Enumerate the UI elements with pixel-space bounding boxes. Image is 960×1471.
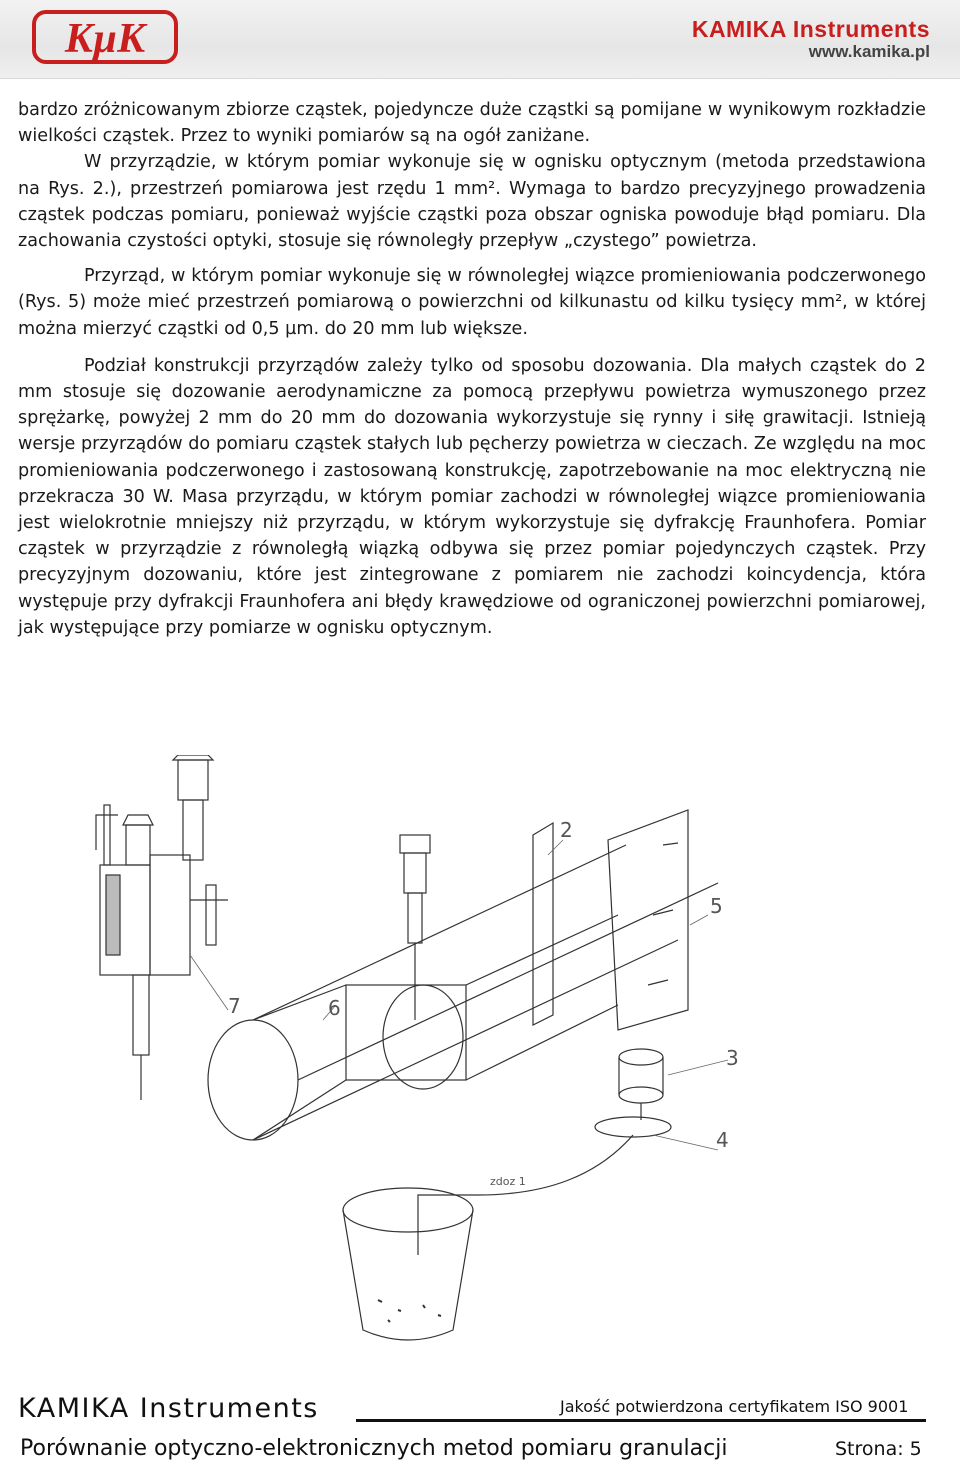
page-header [0, 0, 960, 79]
label-6: 6 [328, 996, 341, 1020]
label-zdoz: zdoz 1 [490, 1175, 526, 1188]
label-4: 4 [716, 1128, 729, 1152]
paragraph: W przyrządzie, w którym pomiar wykonuje się w ognisku optycznym (metoda przedstawiona na Rys. 2.), przestrzeń pomiarowa jest rzędu 1 mm². Wymaga to bardzo precyzyjnego prowadzenia cząstek podczas pomiaru, ponieważ wyjście cząstki poza obszar ogniska powoduje błąd pomiaru. Dla zachowania czystości optyki, stosuje się równoległy przepływ „czystego” powietrza. [18, 152, 926, 252]
brand-name: KAMIKA Instruments [691, 16, 930, 42]
kuk-logo [30, 6, 180, 68]
hose [418, 1135, 633, 1255]
brand-url: www.kamika.pl [808, 42, 930, 61]
paragraph: Przyrząd, w którym pomiar wykonuje się w równoległej wiązce promieniowania podczerwonego (Rys. 5) może mieć przestrzeń pomiarową o powierzchni od kilkunastu od kilku tysięcy mm², w której można mierzyć cząstki od 0,5 µm. do 20 mm lub większe. [18, 266, 926, 339]
footer-brand: KAMIKA Instruments [18, 1393, 319, 1424]
footer-certificate: Jakość potwierdzona certyfikatem ISO 9001 [560, 1397, 909, 1416]
label-7: 7 [228, 994, 241, 1018]
label-3: 3 [726, 1046, 739, 1070]
detector [595, 1049, 671, 1137]
leader-lines [190, 840, 728, 1150]
receiver-panel [608, 810, 688, 1030]
sample-container [343, 1188, 473, 1340]
feeder-apparatus [96, 755, 228, 1100]
footer-document-title: Porównanie optyczno-elektronicznych metod pomiaru granulacji [20, 1436, 728, 1461]
paragraph: Podział konstrukcji przyrządów zależy tylko od sposobu dozowania. Dla małych cząstek do 2 mm stosuje się dozowanie aerodynamiczne za pomocą przepływu powietrza wymuszonego przez sprężarkę, powyżej 2 mm do 20 mm do dozowania wykorzystuje się rynny i siłę grawitacji. Istnieją wersje przyrządów do pomiaru cząstek stałych lub pęcherzy powietrza w cieczach. Ze względu na moc promieniowania podczerwonego i zastosowaną konstrukcję, zapotrzebowanie na moc elektryczną nie przekracza 30 W. Masa przyrządu, w którym pomiar zachodzi w równoległej wiązce promieniowania jest wielokrotnie mniejszy niż przyrządu, w którym wykorzystuje się dyfrakcję Fraunhofera. Pomiar cząstek w przyrządzie z równoległą wiązką odbywa się przez pomiar pojedynczych cząstek. Przy precyzyjnym dozowaniu, które jest zintegrowane z pomiarem nie zachodzi koincydencja, która występuje przy dyfrakcji Fraunhofera ani błędy krawędziowe od ograniczonej powierzchni pomiarowej, jak występujące przy pomiarze w ognisku optycznym. [18, 355, 926, 638]
label-5: 5 [710, 894, 723, 918]
label-2: 2 [560, 818, 573, 842]
brand-block [692, 16, 930, 62]
logo-text: KµK [64, 16, 146, 62]
apparatus-diagram [78, 755, 958, 1360]
page-number: Strona: 5 [835, 1438, 922, 1460]
body-text [18, 97, 926, 641]
footer-divider [356, 1419, 926, 1422]
beam-cylinder [208, 845, 718, 1140]
dosing-feeder [400, 835, 430, 1020]
paragraph: bardzo zróżnicowanym zbiorze cząstek, pojedyncze duże cząstki są pomijane w wynikowym rozkładzie wielkości cząstek. Przez to wyniki pomiarów są na ogół zaniżane. [18, 100, 926, 147]
